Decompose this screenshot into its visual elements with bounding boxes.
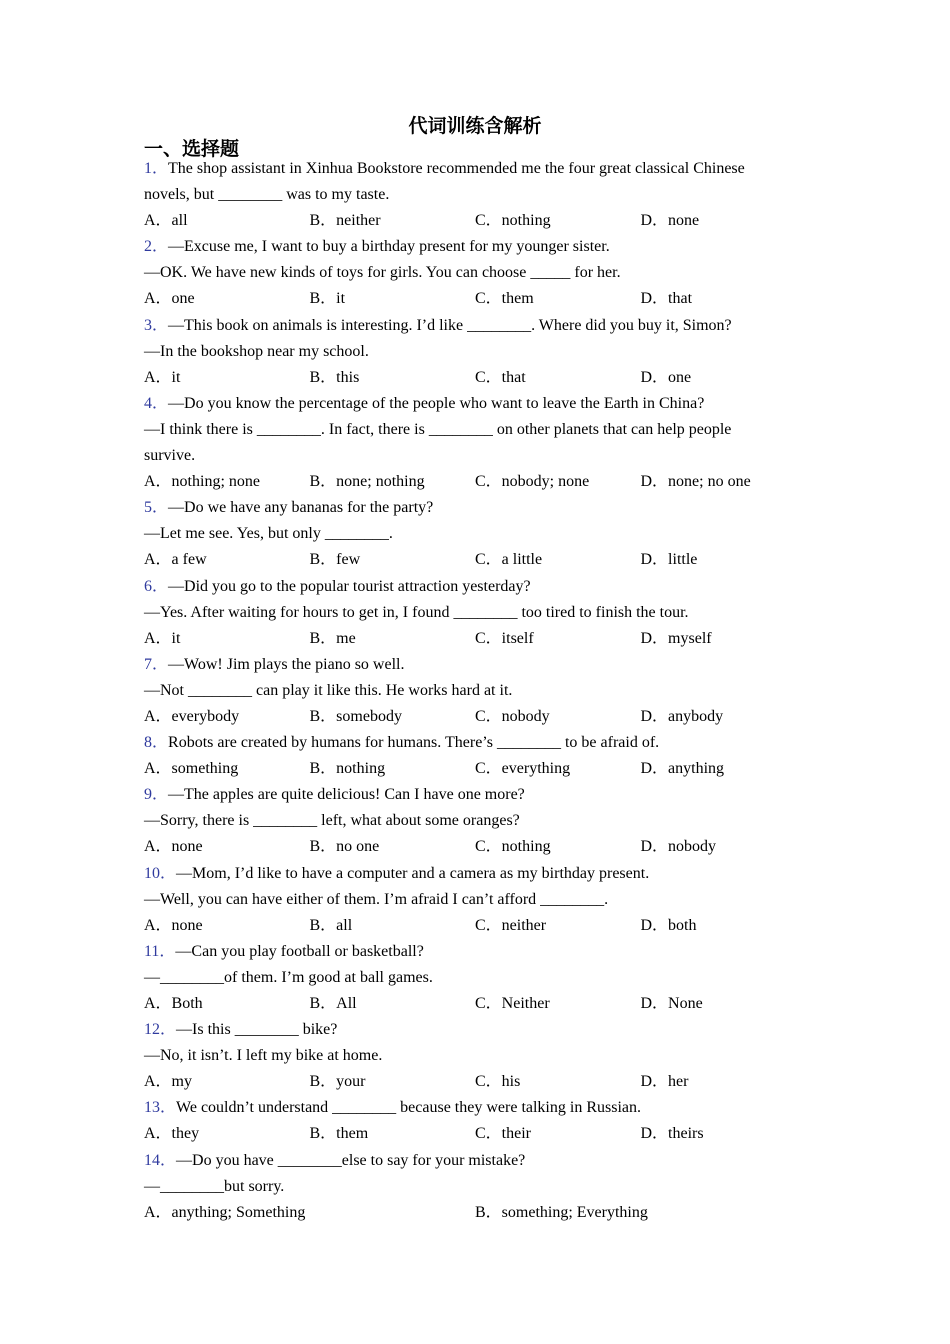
question xyxy=(144,1095,784,1147)
option-d[interactable]: D．her xyxy=(640,1073,689,1091)
option-c[interactable]: C．his xyxy=(475,1073,521,1091)
question xyxy=(144,1148,784,1226)
question xyxy=(144,939,784,1017)
question xyxy=(144,495,784,573)
option-b[interactable]: B．it xyxy=(309,290,346,308)
question-stem xyxy=(144,495,784,521)
question-stem xyxy=(144,234,784,260)
question-text-line: —No, it isn’t. I left my bike at home. xyxy=(144,1047,383,1065)
answer-options xyxy=(144,286,784,312)
option-b[interactable]: B．neither xyxy=(309,212,381,230)
question-number: 1． xyxy=(144,160,169,177)
option-b[interactable]: B．your xyxy=(309,1073,366,1091)
option-b[interactable]: B．All xyxy=(309,995,357,1012)
option-a[interactable]: A．nothing; none xyxy=(144,473,260,491)
option-d[interactable]: D．none; no one xyxy=(640,473,751,491)
option-b[interactable]: B．something; Everything xyxy=(475,1203,648,1221)
question-number: 11． xyxy=(144,942,176,960)
question-text-line: —________of them. I’m good at ball games. xyxy=(144,968,433,986)
option-c[interactable]: C．their xyxy=(475,1125,531,1143)
option-d[interactable]: D．None xyxy=(640,995,703,1012)
question-text: —Do you have ________else to say for your mistake? xyxy=(176,1151,526,1169)
question xyxy=(144,861,784,939)
question-text: Robots are created by humans for humans. There’s ________ to be afraid of. xyxy=(168,734,660,752)
section-heading: 一、选择题 xyxy=(144,139,240,160)
option-c[interactable]: C．itself xyxy=(475,629,534,647)
option-b[interactable]: B．none; nothing xyxy=(309,473,425,491)
option-a[interactable]: A．none xyxy=(144,916,203,934)
option-b[interactable]: B．no one xyxy=(309,838,380,856)
option-a[interactable]: A．everybody xyxy=(144,707,240,725)
option-c[interactable]: C．nobody; none xyxy=(475,473,590,491)
document-title: 代词训练含解析 xyxy=(408,116,542,137)
question xyxy=(144,391,784,495)
option-b[interactable]: B．few xyxy=(309,551,361,569)
option-b[interactable]: B．all xyxy=(309,916,353,934)
option-b[interactable]: B．nothing xyxy=(309,760,386,778)
question-number: 13． xyxy=(144,1099,177,1117)
option-b[interactable]: B．them xyxy=(309,1125,369,1143)
question xyxy=(144,782,784,860)
option-c[interactable]: C．Neither xyxy=(475,995,550,1012)
option-c[interactable]: C．a little xyxy=(475,551,543,569)
option-c[interactable]: C．neither xyxy=(475,916,547,934)
option-d[interactable]: D．theirs xyxy=(640,1125,704,1143)
option-d[interactable]: D．anything xyxy=(640,760,725,778)
option-a[interactable]: A．Both xyxy=(144,995,203,1012)
question-text-line: —OK. We have new kinds of toys for girls. You can choose _____ for her. xyxy=(144,264,621,282)
answer-options xyxy=(144,756,784,782)
question-stem xyxy=(144,782,784,808)
question-number: 5． xyxy=(144,499,169,517)
question-text: —Is this ________ bike? xyxy=(176,1021,338,1039)
question xyxy=(144,313,784,391)
question-number: 2． xyxy=(144,238,169,256)
answer-options xyxy=(144,547,784,573)
option-c[interactable]: C．that xyxy=(475,368,526,386)
answer-options xyxy=(144,913,784,939)
option-a[interactable]: A．one xyxy=(144,290,195,308)
option-d[interactable]: D．nobody xyxy=(640,838,717,856)
question-number: 7． xyxy=(144,655,169,673)
option-a[interactable]: A．they xyxy=(144,1125,200,1143)
question-text: —The apples are quite delicious! Can I have one more? xyxy=(168,786,525,804)
question xyxy=(144,652,784,730)
question-stem xyxy=(144,939,784,965)
question-list xyxy=(144,156,784,1226)
question-number: 8． xyxy=(144,734,169,752)
option-a[interactable]: A．my xyxy=(144,1073,193,1091)
answer-options xyxy=(144,365,784,391)
question-number: 4． xyxy=(144,394,169,412)
option-d[interactable]: D．little xyxy=(640,551,698,569)
answer-options xyxy=(144,834,784,860)
option-c[interactable]: C．them xyxy=(475,290,534,308)
answer-options xyxy=(144,1200,784,1226)
option-b[interactable]: B．somebody xyxy=(309,707,402,725)
question-stem xyxy=(144,861,784,887)
question-text-line: —I think there is ________. In fact, there is ________ on other planets that can help people survive. xyxy=(144,420,732,465)
option-d[interactable]: D．both xyxy=(640,916,697,934)
option-c[interactable]: C．everything xyxy=(475,760,571,778)
option-a[interactable]: A．none xyxy=(144,838,203,856)
question xyxy=(144,574,784,652)
question-number: 6． xyxy=(144,577,169,595)
question-text: —Wow! Jim plays the piano so well. xyxy=(168,655,405,673)
question-text: —Did you go to the popular tourist attraction yesterday? xyxy=(168,577,531,595)
answer-options xyxy=(144,1069,784,1095)
question xyxy=(144,1017,784,1095)
option-a[interactable]: A．anything; Something xyxy=(144,1203,306,1221)
question-stem xyxy=(144,574,784,600)
question-text: —Mom, I’d like to have a computer and a camera as my birthday present. xyxy=(176,864,650,882)
option-c[interactable]: C．nothing xyxy=(475,838,551,856)
answer-options xyxy=(144,1121,784,1147)
option-d[interactable]: D．myself xyxy=(640,629,712,647)
question-text: —Can you play football or basketball? xyxy=(175,942,424,960)
question xyxy=(144,234,784,312)
question-text-line: —Well, you can have either of them. I’m afraid I can’t afford ________. xyxy=(144,890,609,908)
question-text-line: —________but sorry. xyxy=(144,1177,285,1195)
question-text: —Excuse me, I want to buy a birthday present for my younger sister. xyxy=(168,238,610,256)
question-number: 14． xyxy=(144,1151,177,1169)
question-stem xyxy=(144,313,784,339)
option-c[interactable]: C．nothing xyxy=(475,212,551,230)
question-text: The shop assistant in Xinhua Bookstore recommended me the four great classical Chinese novels, but ________ was to my taste. xyxy=(144,160,745,204)
answer-options xyxy=(144,991,784,1017)
question-text-line: —In the bookshop near my school. xyxy=(144,342,369,360)
question xyxy=(144,730,784,782)
question-number: 9． xyxy=(144,786,169,804)
option-c[interactable]: C．nobody xyxy=(475,707,550,725)
question-text-line: —Not ________ can play it like this. He works hard at it. xyxy=(144,681,513,699)
question-number: 10． xyxy=(144,864,177,882)
question-stem xyxy=(144,730,784,756)
option-d[interactable]: D．that xyxy=(640,290,693,308)
question-text-line: —Yes. After waiting for hours to get in, I found ________ too tired to finish the tour. xyxy=(144,603,689,621)
answer-options xyxy=(144,704,784,730)
question-text-line: —Let me see. Yes, but only ________. xyxy=(144,525,393,543)
option-d[interactable]: D．anybody xyxy=(640,707,724,725)
question-stem xyxy=(144,156,784,208)
question xyxy=(144,156,784,234)
question-text: We couldn’t understand ________ because they were talking in Russian. xyxy=(176,1099,641,1117)
question-stem xyxy=(144,1148,784,1174)
option-b[interactable]: B．me xyxy=(309,629,356,647)
question-stem xyxy=(144,1095,784,1121)
option-a[interactable]: A．something xyxy=(144,760,239,778)
option-a[interactable]: A．a few xyxy=(144,551,207,569)
option-a[interactable]: A．it xyxy=(144,368,181,386)
option-b[interactable]: B．this xyxy=(309,368,360,386)
question-text-line: —Sorry, there is ________ left, what about some oranges? xyxy=(144,812,520,830)
question-number: 12． xyxy=(144,1021,177,1039)
question-number: 3． xyxy=(144,316,169,334)
answer-options xyxy=(144,469,784,495)
answer-options xyxy=(144,208,784,234)
question-text: —Do you know the percentage of the people who want to leave the Earth in China? xyxy=(168,394,705,412)
option-d[interactable]: D．one xyxy=(640,368,692,386)
question-text: —This book on animals is interesting. I’d like ________. Where did you buy it, Simon? xyxy=(168,316,732,334)
question-stem xyxy=(144,652,784,678)
option-a[interactable]: A．it xyxy=(144,629,181,647)
answer-options xyxy=(144,626,784,652)
question-stem xyxy=(144,391,784,417)
question-stem xyxy=(144,1017,784,1043)
option-d[interactable]: D．none xyxy=(640,212,700,230)
question-text: —Do we have any bananas for the party? xyxy=(168,499,434,517)
option-a[interactable]: A．all xyxy=(144,212,188,230)
